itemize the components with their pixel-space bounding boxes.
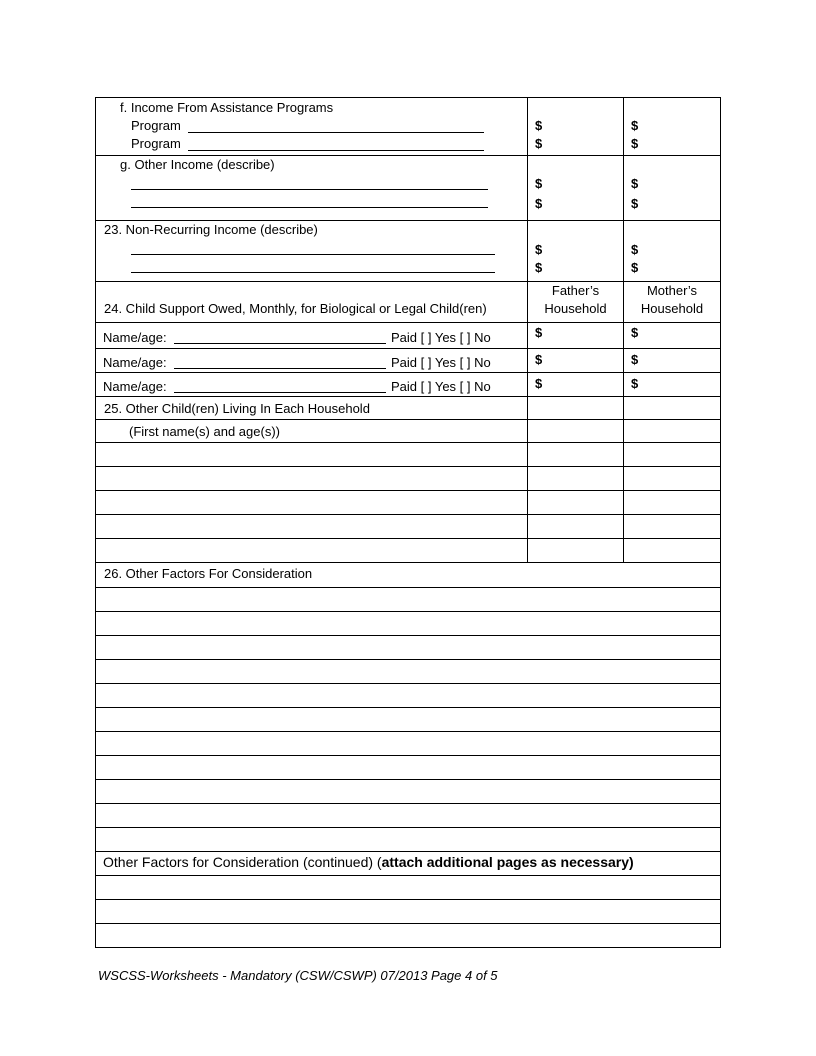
- mother-amount-23b[interactable]: $: [631, 260, 639, 275]
- program-field-1[interactable]: [188, 132, 484, 133]
- row-divider: [95, 659, 721, 660]
- section-25-subtitle: (First name(s) and age(s)): [129, 424, 280, 439]
- father-amount-g2[interactable]: $: [535, 196, 543, 211]
- row-divider: [95, 899, 721, 900]
- section-26-title: 26. Other Factors For Consideration: [104, 566, 313, 581]
- child-support-name-label: Name/age:: [103, 330, 167, 345]
- continued-title-bold: attach additional pages as necessary): [381, 854, 634, 870]
- row-divider: [95, 562, 721, 563]
- mother-amount-g2[interactable]: $: [631, 196, 639, 211]
- row-divider: [95, 419, 721, 420]
- continued-title-plain: Other Factors for Consideration (continued) (: [103, 854, 382, 870]
- non-recurring-field-1[interactable]: [131, 254, 495, 255]
- program-field-2[interactable]: [188, 150, 484, 151]
- row-divider: [95, 514, 721, 515]
- column-divider-1: [527, 97, 528, 563]
- row-divider: [95, 281, 721, 282]
- mother-amount-23a[interactable]: $: [631, 242, 639, 257]
- mother-household-header-2: Household: [640, 301, 704, 316]
- row-divider: [95, 538, 721, 539]
- father-household-header-2: Household: [544, 301, 607, 316]
- mother-amount-g1[interactable]: $: [631, 176, 639, 191]
- child-support-name-field-1[interactable]: [174, 343, 386, 344]
- section-f-program-label-2: Program: [131, 136, 181, 151]
- row-divider: [95, 875, 721, 876]
- mother-support-amount-3[interactable]: $: [631, 376, 639, 391]
- child-support-name-label: Name/age:: [103, 355, 167, 370]
- section-26-continued-title: [103, 854, 634, 870]
- row-divider: [95, 220, 721, 221]
- row-divider: [95, 490, 721, 491]
- mother-support-amount-2[interactable]: $: [631, 352, 639, 367]
- non-recurring-field-2[interactable]: [131, 272, 495, 273]
- row-divider: [95, 803, 721, 804]
- row-divider: [95, 611, 721, 612]
- child-support-paid-3[interactable]: Paid [ ] Yes [ ] No: [391, 379, 491, 394]
- row-divider: [95, 707, 721, 708]
- child-support-name-field-2[interactable]: [174, 368, 386, 369]
- mother-household-header-1: Mother’s: [646, 283, 698, 298]
- row-divider: [95, 396, 721, 397]
- column-divider-2: [623, 97, 624, 563]
- section-24-title: 24. Child Support Owed, Monthly, for Biological or Legal Child(ren): [104, 301, 487, 316]
- row-divider: [95, 442, 721, 443]
- child-support-paid-2[interactable]: Paid [ ] Yes [ ] No: [391, 355, 491, 370]
- child-support-paid-1[interactable]: Paid [ ] Yes [ ] No: [391, 330, 491, 345]
- child-support-name-field-3[interactable]: [174, 392, 386, 393]
- row-divider: [95, 372, 721, 373]
- row-divider: [95, 322, 721, 323]
- father-amount-g1[interactable]: $: [535, 176, 543, 191]
- father-amount-f1[interactable]: $: [535, 118, 543, 133]
- row-divider: [95, 635, 721, 636]
- father-amount-23b[interactable]: $: [535, 260, 543, 275]
- mother-support-amount-1[interactable]: $: [631, 325, 639, 340]
- other-income-field-1[interactable]: [131, 189, 488, 190]
- row-divider: [95, 731, 721, 732]
- father-household-header-1: Father’s: [551, 283, 600, 298]
- row-divider: [95, 851, 721, 852]
- father-amount-23a[interactable]: $: [535, 242, 543, 257]
- mother-amount-f2[interactable]: $: [631, 136, 639, 151]
- row-divider: [95, 755, 721, 756]
- father-support-amount-1[interactable]: $: [535, 325, 543, 340]
- mother-amount-f1[interactable]: $: [631, 118, 639, 133]
- row-divider: [95, 827, 721, 828]
- row-divider: [95, 587, 721, 588]
- row-divider: [95, 779, 721, 780]
- section-25-title: 25. Other Child(ren) Living In Each Household: [104, 401, 370, 416]
- row-divider: [95, 923, 721, 924]
- other-income-field-2[interactable]: [131, 207, 488, 208]
- row-divider: [95, 683, 721, 684]
- page-footer: WSCSS-Worksheets - Mandatory (CSW/CSWP) 07/2013 Page 4 of 5: [98, 968, 498, 983]
- row-divider: [95, 466, 721, 467]
- section-f-title: f. Income From Assistance Programs: [120, 100, 334, 115]
- father-amount-f2[interactable]: $: [535, 136, 543, 151]
- section-23-title: 23. Non-Recurring Income (describe): [104, 222, 318, 237]
- section-g-title: g. Other Income (describe): [120, 157, 275, 172]
- row-divider: [95, 348, 721, 349]
- section-f-program-label-1: Program: [131, 118, 181, 133]
- father-support-amount-3[interactable]: $: [535, 376, 543, 391]
- row-divider: [95, 155, 721, 156]
- child-support-name-label: Name/age:: [103, 379, 167, 394]
- father-support-amount-2[interactable]: $: [535, 352, 543, 367]
